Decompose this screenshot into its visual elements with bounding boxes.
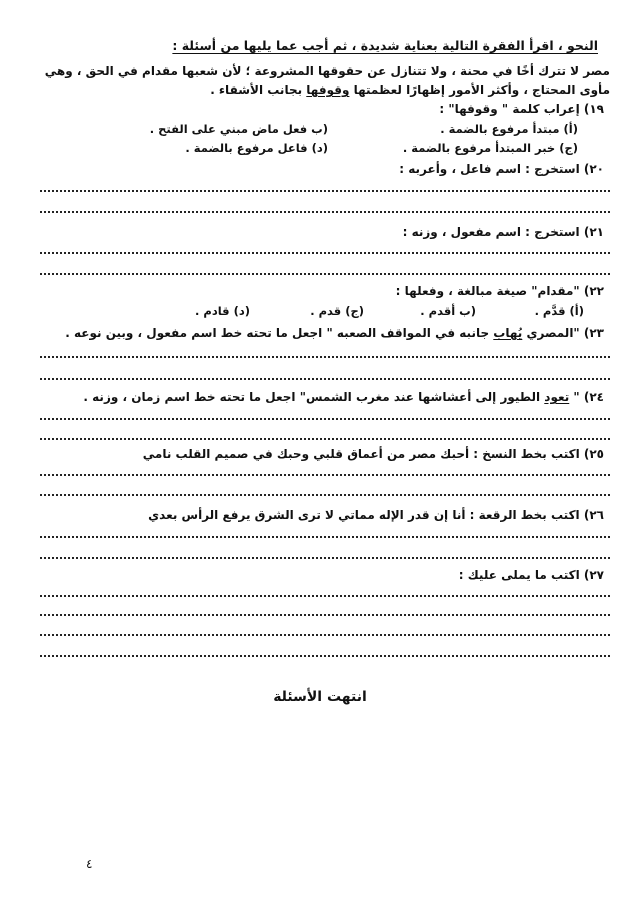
question-26: ٢٦) اكتب بخط الرقعة : أنا إن قدر الإله مماتي لا ترى الشرق يرفع الرأس بعدي (148, 508, 604, 522)
q24-start: ٢٤) " (569, 390, 604, 404)
paragraph-line-2-start: مأوى المحتاج ، وأكثر الأمور إظهارًا لعظمتها (349, 83, 610, 97)
q22-option-b: (ب أقدم . (420, 304, 476, 318)
question-22: ٢٢) "مقدام" صيغة مبالغة ، وفعلها : (395, 284, 604, 298)
q19-option-b: (ب فعل ماض مبني على الفتح . (149, 122, 328, 136)
q22-option-a: (أ) قدَّم . (534, 304, 584, 318)
question-21: ٢١) استخرج : اسم مفعول ، وزنه : (402, 225, 604, 239)
q23-underlined-word: يُهاب (493, 326, 523, 340)
answer-line (40, 494, 610, 496)
answer-line (40, 418, 610, 420)
answer-line (40, 557, 610, 559)
q24-end: الطيور إلى أعشاشها عند مغرب الشمس" اجعل ما تحته خط اسم زمان ، وزنه . (83, 390, 545, 404)
question-27: ٢٧) اكتب ما يملى عليك : (458, 568, 604, 582)
q19-option-d: (د) فاعل مرفوع بالضمة . (185, 141, 328, 155)
answer-line (40, 655, 610, 657)
q23-end: جانبه في المواقف الصعبه " اجعل ما تحته خط اسم مفعول ، وبين نوعه . (65, 326, 494, 340)
answer-line (40, 211, 610, 213)
paragraph-line-2 (210, 84, 610, 96)
question-20: ٢٠) استخرج : اسم فاعل ، وأعربه : (399, 162, 604, 176)
q22-option-d: (د) قادم . (195, 304, 250, 318)
paragraph-line-2-end: بجانب الأشقاء . (210, 83, 307, 97)
q22-option-c: (ج) قدم . (310, 304, 364, 318)
answer-line (40, 190, 610, 192)
paragraph-line-1: مصر لا تترك أخًا في محنة ، ولا تتنازل عن حقوقها المشروعة ؛ لأن شعبها مقدام في الحق ، وهي (44, 64, 610, 78)
q19-option-c: (ج) خبر المبتدأ مرفوع بالضمة . (402, 141, 578, 155)
q23-start: ٢٣) "المصري (522, 326, 604, 340)
question-19: ١٩) إعراب كلمة " وقوفها" : (439, 102, 604, 116)
answer-line (40, 614, 610, 616)
answer-line (40, 536, 610, 538)
section-heading: النحو ، اقرأ الفقرة التالية بعناية شديدة ، ثم أجب عما يليها من أسئلة : (172, 38, 598, 53)
paragraph-underlined-word: وقوفها (306, 83, 350, 97)
answer-line (40, 595, 610, 597)
answer-line (40, 378, 610, 380)
end-of-questions: انتهت الأسئلة (273, 689, 367, 705)
answer-line (40, 438, 610, 440)
question-25: ٢٥) اكتب بخط النسخ : أحبك مصر من أعماق قلبي وحبك في صميم القلب نامي (142, 447, 604, 461)
answer-line (40, 634, 610, 636)
question-24 (83, 391, 604, 403)
question-23 (65, 327, 604, 339)
answer-line (40, 474, 610, 476)
page-number: ٤ (86, 857, 93, 871)
answer-line (40, 356, 610, 358)
answer-line (40, 273, 610, 275)
q24-underlined-word: تعود (544, 390, 570, 404)
q19-option-a: (أ) مبتدأ مرفوع بالضمة . (440, 122, 578, 136)
answer-line (40, 252, 610, 254)
